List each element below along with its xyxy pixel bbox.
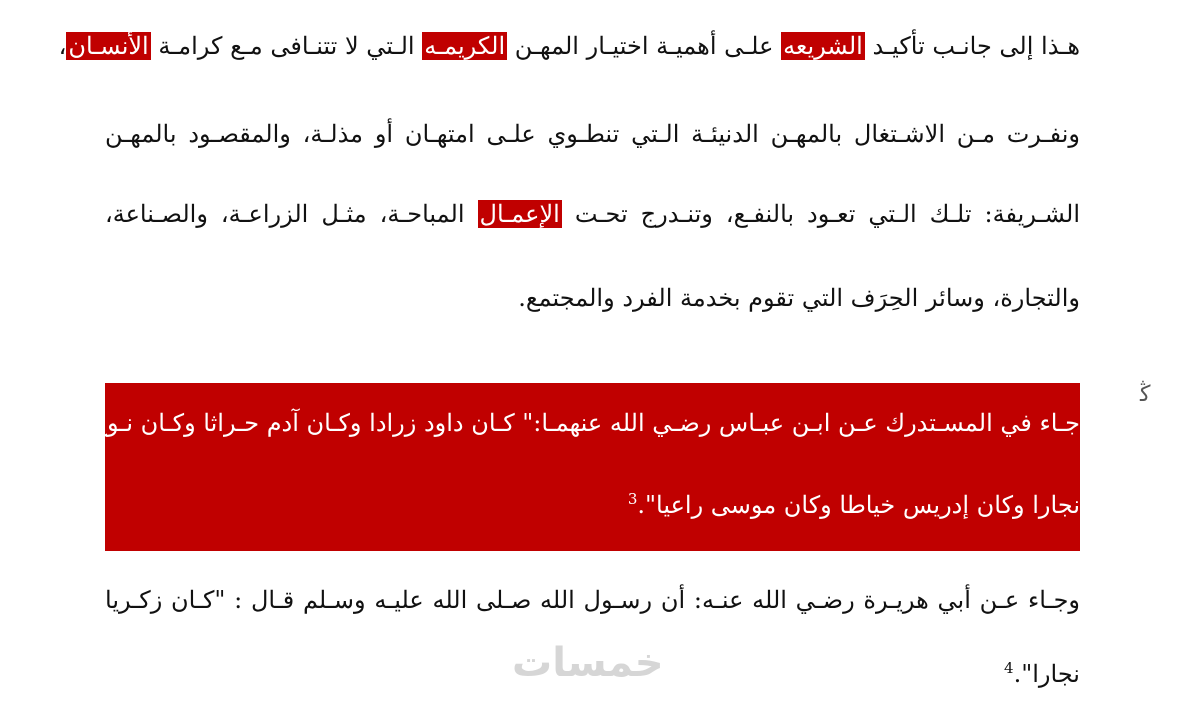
text-run: المباحـة، مثـل الزراعـة، والصـناعة، xyxy=(105,200,478,228)
quote-text: نجارا وكان إدريس خياطا وكان موسى راعيا". xyxy=(637,491,1080,519)
highlighted-word-sharia[interactable]: الشريعه xyxy=(783,32,863,60)
highlighted-word-insan[interactable]: الأنسـان xyxy=(68,32,149,60)
paragraph-line-3 xyxy=(105,186,1080,242)
text-run: علـى أهميـة اختيـار المهـن xyxy=(507,32,782,60)
paragraph-line-2: ونفـرت مـن الاشـتغال بالمهـن الدنيئـة الـتي تنطـوي علـى امتهـان أو مذلـة، والمقصـود بالمهـن xyxy=(105,120,1080,148)
highlighted-word-aamal[interactable]: الإعمـال xyxy=(479,200,560,228)
paragraph-line-4: والتجارة، وسائر الحِرَف التي تقوم بخدمة الفرد والمجتمع. xyxy=(518,284,1080,312)
paragraph2-line-1: وجـاء عـن أبي هريـرة رضـي الله عنـه: أن رسـول الله صـلى الله عليـه وسـلم قـال : "كـان زكـريا xyxy=(105,586,1080,614)
highlighted-word-karima[interactable]: الكريمـه xyxy=(424,32,506,60)
text-run: نجارا". xyxy=(1013,660,1080,688)
quote-line-1: جـاء في المسـتدرك عـن ابـن عبـاس رضـي الله عنهمـا:" كـان داود زرادا وكـان آدم حـراثا وكـان نـوح xyxy=(91,409,1080,437)
text-run: ، xyxy=(58,32,67,60)
text-run: هـذا إلى جانـب تأكيـد xyxy=(864,32,1080,60)
watermark-logo: خمسات xyxy=(512,640,664,686)
highlighted-quote-block[interactable] xyxy=(91,383,1080,551)
footnote-ref-4[interactable]: 4 xyxy=(1004,659,1014,677)
text-run: الـتي لا تتنـافى مـع كرامـة xyxy=(150,32,423,60)
footnote-ref-3[interactable]: 3 xyxy=(627,490,638,508)
paragraph-line-1 xyxy=(58,18,1080,74)
text-run: الشـريفة: تلـك الـتي تعـود بالنفـع، وتنـدرج تحـت xyxy=(561,200,1080,228)
quote-line-2 xyxy=(105,477,1080,533)
margin-mark: ﯕ xyxy=(1140,382,1151,407)
